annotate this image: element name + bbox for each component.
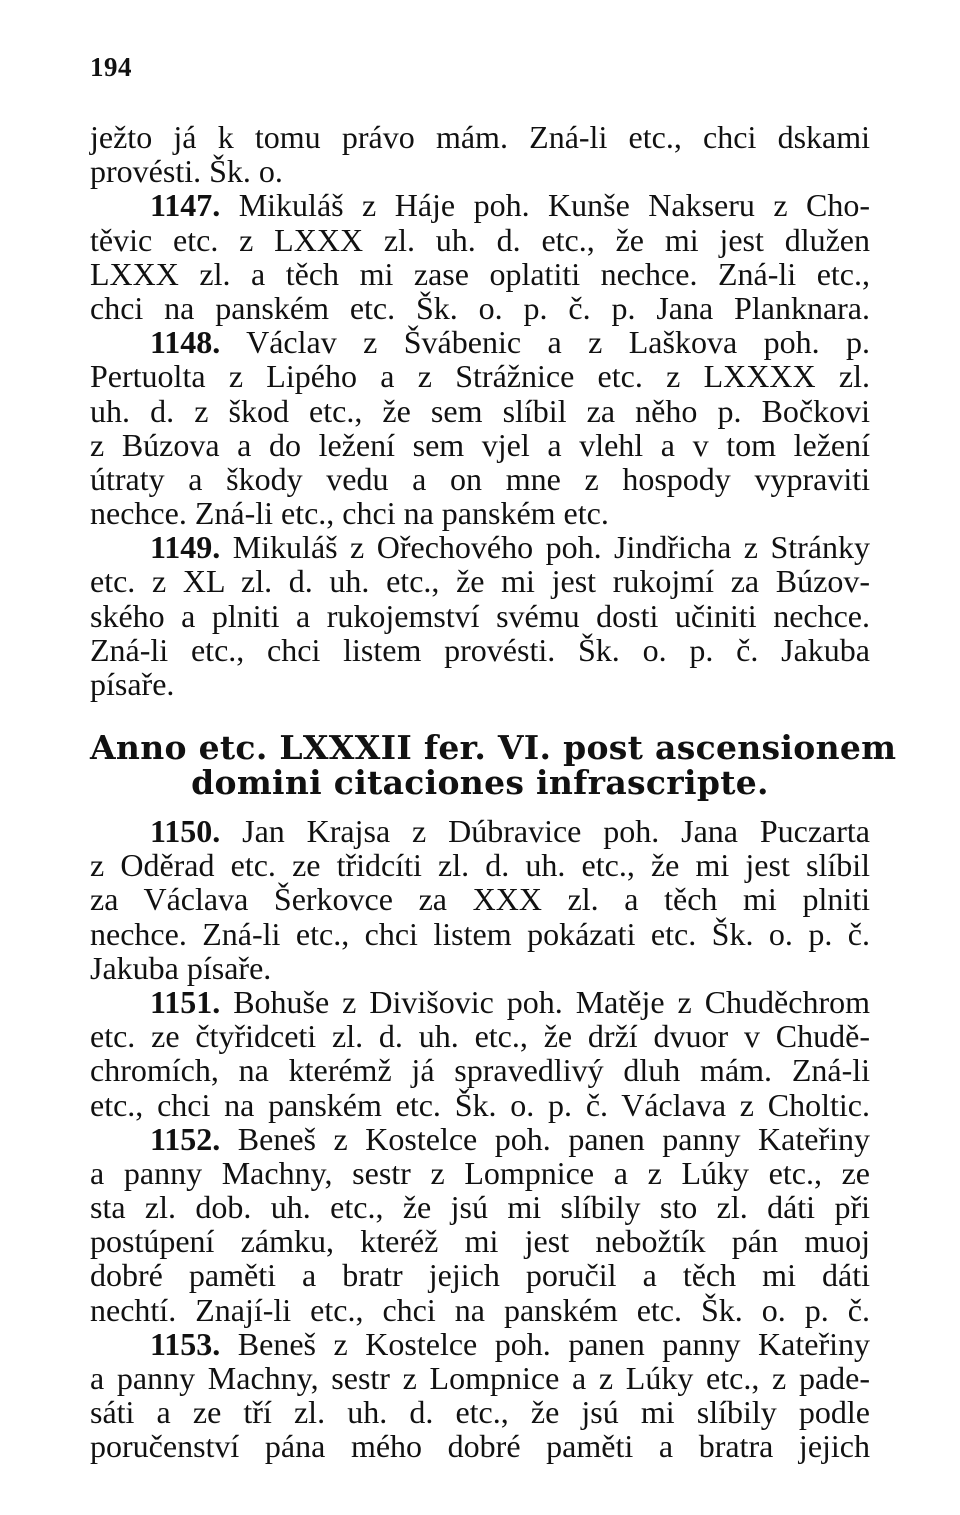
line-text: Jakuba písaře. [90,949,272,986]
line-text: ježto já k tomu právo mám. Zná-li etc., chci dskami [90,119,870,155]
text-line [90,599,870,633]
text-line [90,882,870,916]
line-text: chromích, na kterémž já spravedlivý dluh mám. Zná-li [90,1052,870,1089]
line-text: etc. z XL zl. d. uh. etc., že mi jest rukojmí za Búzov- [90,563,870,600]
text-line [90,359,870,393]
text-line [90,917,870,951]
entry-number: 1152. [150,1120,221,1157]
line-text: za Václava Šerkovce za XXX zl. a těch mi plniti [90,881,870,918]
line-text: z Búzova a do ležení sem vjel a vlehl a v tom ležení [90,426,870,463]
line-text: z Oděrad etc. ze třidcíti zl. d. uh. etc., že mi jest slíbil [90,847,870,884]
text-line [90,291,870,325]
text-line [90,1190,870,1224]
line-text: etc. ze čtyřidceti zl. d. uh. etc., že drží dvuor v Chudě- [90,1018,870,1055]
text-line [90,633,870,667]
text-line [90,462,870,496]
page-number: 194 [90,52,132,82]
text-line [90,1258,870,1292]
heading-line-1: Anno etc. LXXXII fer. VI. post ascensionem [90,728,897,767]
section-heading [90,728,897,802]
line-text: Jan Krajsa z Dúbravice poh. Jana Puczarta [242,813,871,849]
text-line [90,564,870,598]
text-line [90,1224,870,1258]
entry-first-line [90,188,870,222]
line-text: poručenství pána mého dobré paměti a bratra jejich [90,1428,870,1465]
text-line [90,1053,870,1087]
line-text: postúpení zámku, kteréž mi jest nebožtík pán muoj [90,1223,870,1260]
text-line [90,394,870,428]
line-text: Pertuolta z Lipého a z Strážnice etc. z LXXXX zl. [90,358,870,395]
line-text: LXXX zl. a těch mi zase oplatiti nechce. Zná-li etc., [90,255,870,292]
line-text: těvic etc. z LXXX zl. uh. d. etc., že mi jest dlužen [90,221,870,258]
text-line [90,1429,870,1463]
entry-first-line [90,1327,870,1361]
entry-number: 1153. [150,1325,221,1362]
text-line [90,1395,870,1429]
text-line [90,951,870,985]
line-text: Mikuláš z Háje poh. Kunše Nakseru z Cho- [238,187,871,224]
line-text: dobré paměti a bratr jejich poručil a těch mi dáti [90,1257,870,1294]
entry-number: 1148. [150,324,221,361]
text-line [90,1156,870,1190]
line-text: provésti. Šk. o. [90,153,283,190]
entry-first-line [90,530,870,564]
line-text: Beneš z Kostelce poh. panen panny Kateřiny [237,1325,871,1362]
text-block-top [90,120,870,701]
text-line [90,667,870,701]
line-text: sta zl. dob. uh. etc., že jsú mi slíbily sto zl. dáti při [90,1189,870,1226]
heading-line-2: domini citaciones infrascripte. [191,763,769,802]
line-text: nechce. Zná-li etc., chci na panském etc. [90,495,609,532]
text-line [90,1088,870,1122]
line-text: Zná-li etc., chci listem provésti. Šk. o. p. č. Jakuba [90,631,870,668]
line-text: Bohuše z Divišovic poh. Matěje z Chuděchrom [233,983,870,1020]
entry-number: 1151. [150,983,221,1020]
line-text: útraty a škody vedu a on mne z hospody vypraviti [90,460,870,497]
text-line [90,257,870,291]
line-text: Mikuláš z Ořechového poh. Jindřicha z Stránky [232,529,871,566]
line-text: uh. d. z škod etc., že sem slíbil za něho p. Bočkovi [90,392,870,429]
line-text: sáti a ze tří zl. uh. d. etc., že jsú mi slíbily podle [90,1394,870,1431]
line-text: a panny Machny, sestr z Lompnice a z Lúky etc., z pade- [90,1360,870,1396]
text-line [90,1019,870,1053]
text-line [90,496,870,530]
line-text: etc., chci na panském etc. Šk. o. p. č. Václava z Choltic. [90,1086,870,1123]
text-line [90,120,870,154]
entry-first-line [90,1122,870,1156]
text-line [90,1293,870,1327]
entry-number: 1147. [150,187,221,224]
entry-number: 1149. [150,529,221,566]
text-line [90,223,870,257]
text-line [90,1361,870,1395]
text-block-bottom [90,814,870,1464]
line-text: nechce. Zná-li etc., chci listem pokázati etc. Šk. o. p. č. [90,915,870,952]
line-text: a panny Machny, sestr z Lompnice a z Lúky etc., ze [90,1154,870,1191]
entry-first-line [90,325,870,359]
text-line [90,154,870,188]
entry-first-line [90,985,870,1019]
line-text: písaře. [90,666,175,702]
text-line [90,848,870,882]
line-text: Václav z Švábenic a z Laškova poh. p. [246,324,871,361]
entry-first-line [90,814,870,848]
text-line [90,428,870,462]
line-text: chci na panském etc. Šk. o. p. č. p. Jana Planknara. [90,289,870,326]
line-text: ského a plniti a rukojemství svému dosti učiniti nechce. [90,597,870,634]
line-text: Beneš z Kostelce poh. panen panny Kateřiny [237,1120,871,1157]
line-text: nechtí. Znají-li etc., chci na panském etc. Šk. o. p. č. [90,1291,870,1328]
entry-number: 1150. [150,813,221,849]
